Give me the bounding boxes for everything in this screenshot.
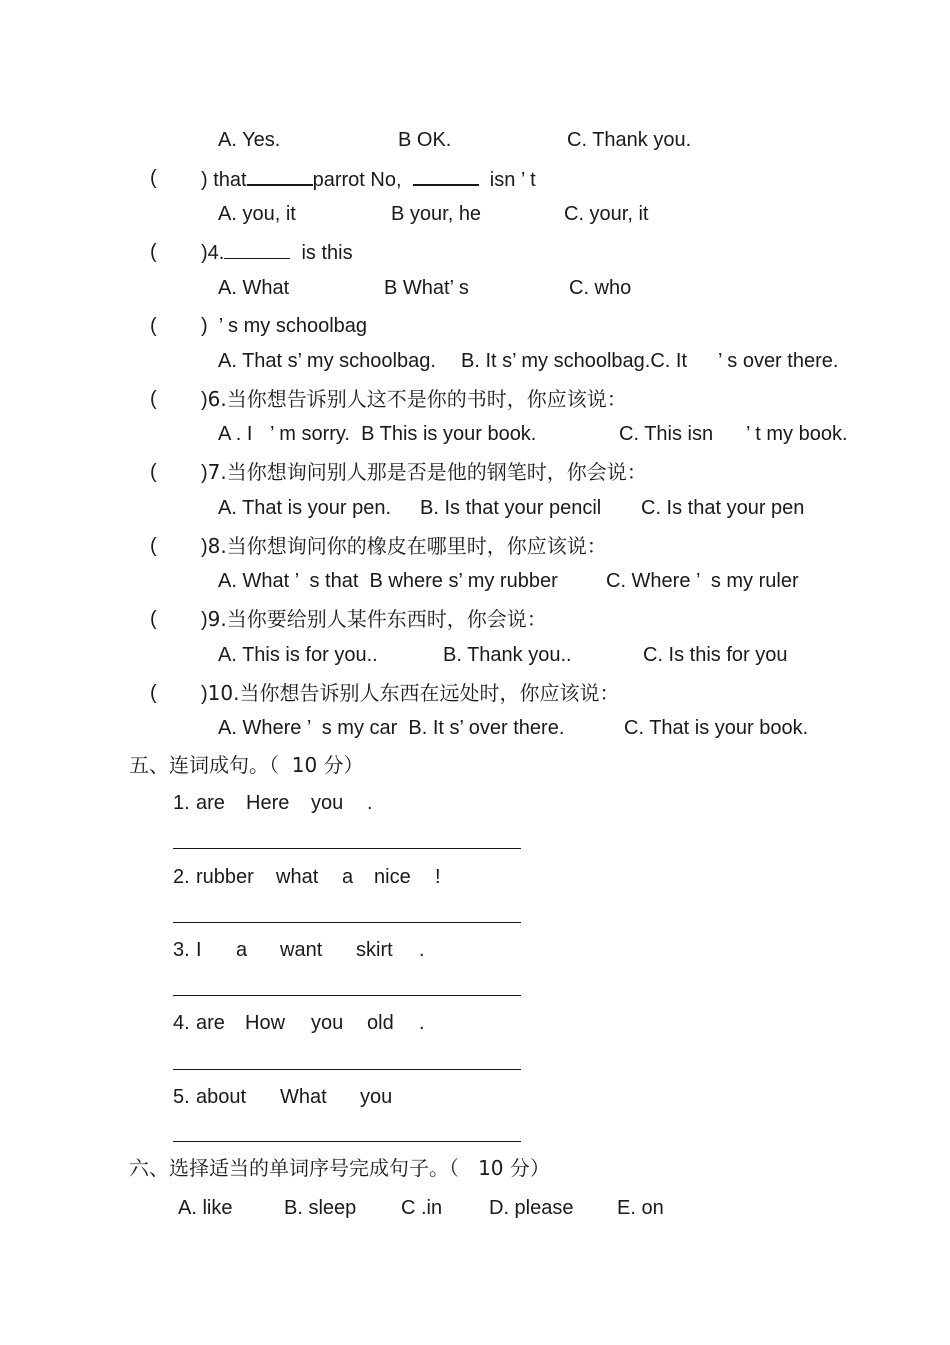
q2-option-b: B OK. xyxy=(398,129,452,151)
answer-line-4 xyxy=(173,1069,521,1070)
q5-paren-open: ( xyxy=(150,315,157,337)
answer-line-5 xyxy=(173,1141,521,1142)
q3-stem-b: parrot No, xyxy=(312,169,402,191)
q6-stem: 6.当你想告诉别人这不是你的书时，你应该说： xyxy=(207,387,627,411)
q7-option-a: A. That is your pen. xyxy=(218,497,392,519)
item5-word-2: What xyxy=(280,1086,327,1108)
item4-word-4: old xyxy=(367,1012,394,1034)
q5-question xyxy=(201,314,367,338)
section6-heading: 六、选择适当的单词序号完成句子。（ 10 分） xyxy=(129,1156,550,1180)
q8-option-c xyxy=(606,569,799,593)
item2-number: 2. xyxy=(173,866,190,888)
q7-option-c: C. Is that your pen xyxy=(641,497,805,519)
q3-stem-c: isn xyxy=(489,169,516,191)
item4-word-5: . xyxy=(419,1012,425,1034)
item1-word-1: are xyxy=(196,792,225,814)
q10-option-c: C. That is your book. xyxy=(624,717,809,739)
q4-question xyxy=(201,240,353,265)
word-choice-a: A. like xyxy=(178,1197,233,1219)
q9-stem: 9.当你要给别人某件东西时，你会说： xyxy=(207,607,547,631)
item3-number: 3. xyxy=(173,939,190,961)
word-choice-e: E. on xyxy=(617,1197,664,1219)
item1-word-4: . xyxy=(367,792,373,814)
item3-word-2: a xyxy=(236,939,248,961)
item2-word-3: a xyxy=(342,866,354,888)
q7-paren-open: ( xyxy=(150,461,157,483)
q10-stem: 10.当你想告诉别人东西在远处时，你应该说： xyxy=(207,681,620,705)
item4-word-1: are xyxy=(196,1012,225,1034)
answer-line-2 xyxy=(173,922,521,923)
q8-paren-open: ( xyxy=(150,535,157,557)
q6-question xyxy=(201,387,627,412)
item4-number: 4. xyxy=(173,1012,190,1034)
q5-stem: ’ s my schoolbag xyxy=(218,315,368,337)
q7-paren-close: ) xyxy=(201,462,208,484)
word-choice-b: B. sleep xyxy=(284,1197,357,1219)
item5-number: 5. xyxy=(173,1086,190,1108)
q3-question xyxy=(201,166,536,192)
q3-paren-open: ( xyxy=(150,167,157,189)
item3-word-3: want xyxy=(280,939,323,961)
q4-paren-open: ( xyxy=(150,241,157,263)
q10-paren-open: ( xyxy=(150,682,157,704)
q4-blank xyxy=(224,240,290,259)
q6-option-c: C. This isn xyxy=(619,423,714,445)
item2-word-2: what xyxy=(276,866,319,888)
q5-option-c: ’ s over there. xyxy=(718,350,839,372)
q9-paren-close: ) xyxy=(201,609,208,631)
item3-word-4: skirt xyxy=(356,939,393,961)
q3-stem-d: ’ t xyxy=(520,169,536,191)
q7-option-b: B. Is that your pencil xyxy=(420,497,602,519)
item5-word-3: you xyxy=(360,1086,393,1108)
q5-paren-close: ) xyxy=(201,315,208,337)
item4-word-2: How xyxy=(245,1012,286,1034)
q8-stem: 8.当你想询问你的橡皮在哪里时，你应该说： xyxy=(207,534,607,558)
q4-number: 4. xyxy=(207,242,225,264)
section5-heading: 五、连词成句。（ 10 分） xyxy=(129,753,364,777)
item2-word-4: nice xyxy=(374,866,411,888)
q3-option-c: C. your, it xyxy=(564,203,649,225)
q4-option-a: A. What xyxy=(218,277,290,299)
answer-line-1 xyxy=(173,848,521,849)
q5-option-a: A. That s’ my schoolbag. xyxy=(218,350,436,372)
item4-word-3: you xyxy=(311,1012,344,1034)
item5-word-1: about xyxy=(196,1086,247,1108)
q8-option-c-part2: er xyxy=(780,570,799,592)
q9-option-a: A. This is for you.. xyxy=(218,644,378,666)
q8-paren-close: ) xyxy=(201,536,208,558)
q3-stem-a: that xyxy=(213,169,247,191)
item1-word-3: you xyxy=(311,792,344,814)
q6-paren-open: ( xyxy=(150,388,157,410)
q3-option-a: A. you, it xyxy=(218,203,296,225)
q7-stem: 7.当你想询问别人那是否是他的钢笔时，你会说： xyxy=(207,460,647,484)
item1-number: 1. xyxy=(173,792,190,814)
item1-word-2: Here xyxy=(246,792,290,814)
item2-word-5: ! xyxy=(435,866,441,888)
item3-word-5: . xyxy=(419,939,425,961)
word-choice-d: D. please xyxy=(489,1197,574,1219)
q3-paren-close: ) xyxy=(201,169,208,191)
q8-option-c-part1: C. Where ’ s my rul xyxy=(606,570,781,592)
q9-question xyxy=(201,607,547,632)
q2-option-a: A. Yes. xyxy=(218,129,281,151)
q4-option-b: B What’ s xyxy=(384,277,469,299)
word-choice-c: C .in xyxy=(401,1197,443,1219)
item2-word-1: rubber xyxy=(196,866,254,888)
q6-option-a: A . I xyxy=(218,423,253,445)
q8-question xyxy=(201,534,607,559)
q6-option-d: ’ t my book. xyxy=(746,423,848,445)
q9-option-c: C. Is this for you xyxy=(643,644,788,666)
q10-question xyxy=(201,681,619,706)
q7-question xyxy=(201,460,647,485)
q10-paren-close: ) xyxy=(201,683,208,705)
q6-option-b: ’ m sorry. B This is your book. xyxy=(270,423,537,445)
q4-option-c: C. who xyxy=(569,277,632,299)
q3-blank-1 xyxy=(247,166,313,186)
q3-blank-2 xyxy=(413,166,479,186)
q4-stem: is this xyxy=(301,242,353,264)
item3-word-1: I xyxy=(196,939,202,961)
q9-paren-open: ( xyxy=(150,608,157,630)
q10-option-a: A. Where ’ s my car B. It s’ over there. xyxy=(218,717,565,739)
q9-option-b: B. Thank you.. xyxy=(443,644,572,666)
q6-paren-close: ) xyxy=(201,389,208,411)
q8-option-a: A. What ’ s that B where s’ my rubber xyxy=(218,570,558,592)
q2-option-c: C. Thank you. xyxy=(567,129,692,151)
q5-option-b: B. It s’ my schoolbag.C. It xyxy=(461,350,688,372)
q3-option-b: B your, he xyxy=(391,203,482,225)
answer-line-3 xyxy=(173,995,521,996)
q4-paren-close: ) xyxy=(201,242,208,264)
